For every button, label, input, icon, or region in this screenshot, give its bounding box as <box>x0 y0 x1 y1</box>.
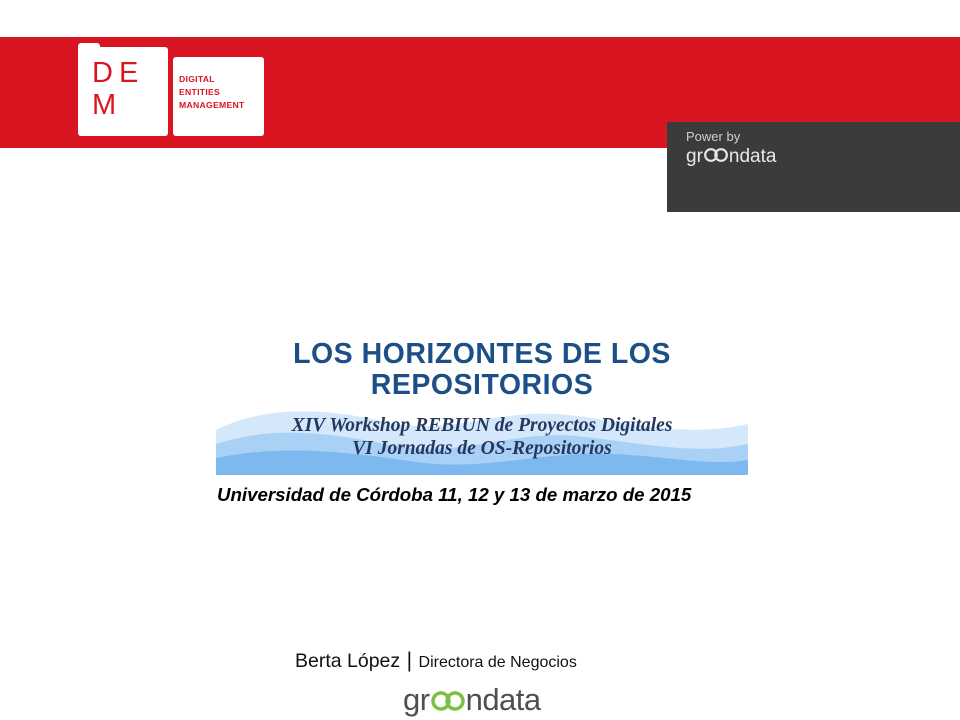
powered-by-label: Power by <box>686 129 741 144</box>
event-banner <box>216 335 748 475</box>
banner-subtitle-line2: VI Jornadas de OS-Repositorios <box>352 438 612 459</box>
presenter-name: Berta López <box>295 650 401 672</box>
dem-logo-letters-block <box>78 47 168 136</box>
footer-brand-prefix: gr <box>403 682 430 717</box>
footer-brand-suffix: ndata <box>465 682 541 717</box>
double-e-icon <box>703 147 729 163</box>
greendata-logo <box>403 682 541 718</box>
banner-title-line1: LOS HORIZONTES DE LOS <box>293 338 671 370</box>
powered-by-greendata-logo <box>686 146 776 168</box>
venue-date-text: Universidad de Córdoba 11, 12 y 13 de marzo de 2015 <box>217 484 692 505</box>
dem-logo-text <box>179 73 245 112</box>
presenter-line <box>295 649 577 673</box>
presenter-separator: | <box>406 649 413 672</box>
presenter-role: Directora de Negocios <box>418 654 577 671</box>
dem-logo-text-line2: ENTITIES <box>179 87 221 97</box>
powered-by-box <box>667 122 960 212</box>
folder-tab <box>78 43 100 51</box>
dem-letters <box>92 57 162 121</box>
dem-logo-text-line1: DIGITAL <box>179 74 215 84</box>
powered-brand-prefix: gr <box>686 146 703 167</box>
banner-subtitle-line1: XIV Workshop REBIUN de Proyectos Digitales <box>291 415 673 436</box>
banner-subtitle <box>216 414 748 460</box>
dem-letters-line2: M <box>92 89 123 121</box>
dem-logo <box>78 47 264 136</box>
double-e-icon <box>430 690 466 712</box>
banner-title <box>216 339 748 401</box>
dem-logo-text-block <box>173 57 264 136</box>
banner-title-line2: REPOSITORIOS <box>370 369 594 401</box>
dem-letters-line1: DE <box>92 57 145 89</box>
dem-logo-text-line3: MANAGEMENT <box>179 100 245 110</box>
powered-brand-suffix: ndata <box>728 146 777 167</box>
